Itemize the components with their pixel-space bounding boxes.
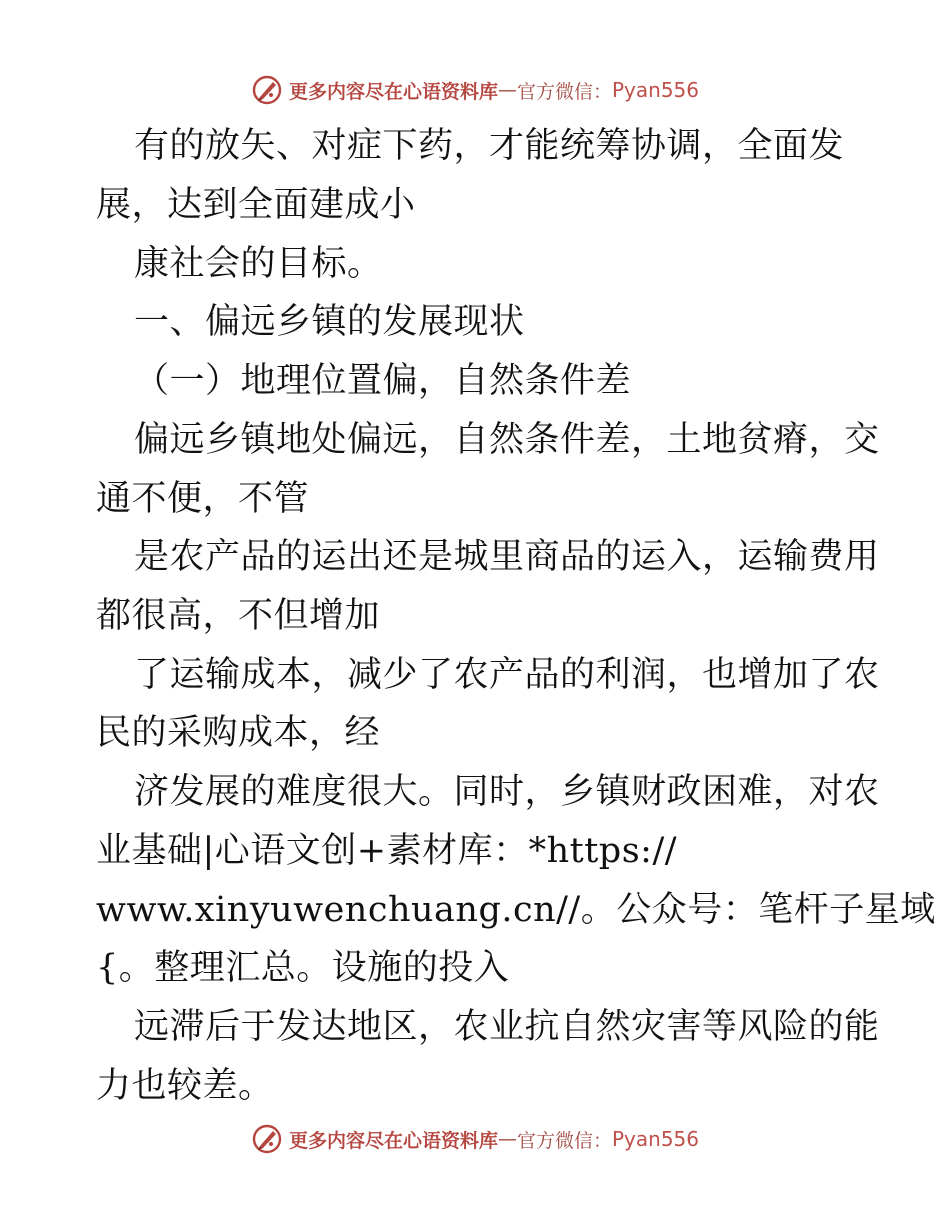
body-line: 有的放矢、对症下药，才能统筹协调，全面发	[134, 126, 845, 166]
watermark-dash: —	[497, 1128, 517, 1150]
body-line: 通不便，不管	[96, 479, 310, 519]
body-line: 康社会的目标。	[134, 244, 383, 284]
quill-pen-logo-icon	[251, 1123, 283, 1155]
body-line: 业基础|心语文创+素材库：*https://	[96, 831, 678, 871]
body-line: 展，达到全面建成小	[96, 185, 416, 225]
watermark-main-text: 更多内容尽在心语资料库	[288, 1129, 498, 1152]
quill-pen-logo-icon	[251, 74, 283, 106]
body-line: 偏远乡镇地处偏远，自然条件差，土地贫瘠，交	[134, 420, 880, 460]
body-line: 都很高，不但增加	[96, 596, 381, 636]
watermark-main-text: 更多内容尽在心语资料库	[288, 80, 498, 103]
body-line: 济发展的难度很大。同时，乡镇财政困难，对农	[134, 772, 880, 812]
watermark-sub-text: 官方微信：	[516, 1129, 612, 1152]
body-line: 是农产品的运出还是城里商品的运入，运输费用	[134, 537, 880, 577]
watermark-dash: —	[497, 79, 517, 101]
body-line: 民的采购成本，经	[96, 713, 381, 753]
header-watermark	[0, 70, 950, 110]
watermark-wechat-id: Pyan556	[612, 78, 700, 102]
body-line: www.xinyuwenchuang.cn//。公众号：笔杆子星域	[96, 890, 936, 930]
section-heading: 一、偏远乡镇的发展现状	[134, 302, 525, 342]
watermark-wechat-id: Pyan556	[612, 1127, 700, 1151]
watermark-sub-text: 官方微信：	[516, 80, 612, 103]
body-line: 力也较差。	[96, 1066, 274, 1106]
footer-watermark	[0, 1119, 950, 1159]
body-line: 远滞后于发达地区，农业抗自然灾害等风险的能	[134, 1007, 880, 1047]
subsection-heading: （一）地理位置偏，自然条件差	[134, 361, 632, 401]
body-line: 了运输成本，减少了农产品的利润，也增加了农	[134, 655, 880, 695]
body-line: {。整理汇总。设施的投入	[96, 948, 510, 988]
